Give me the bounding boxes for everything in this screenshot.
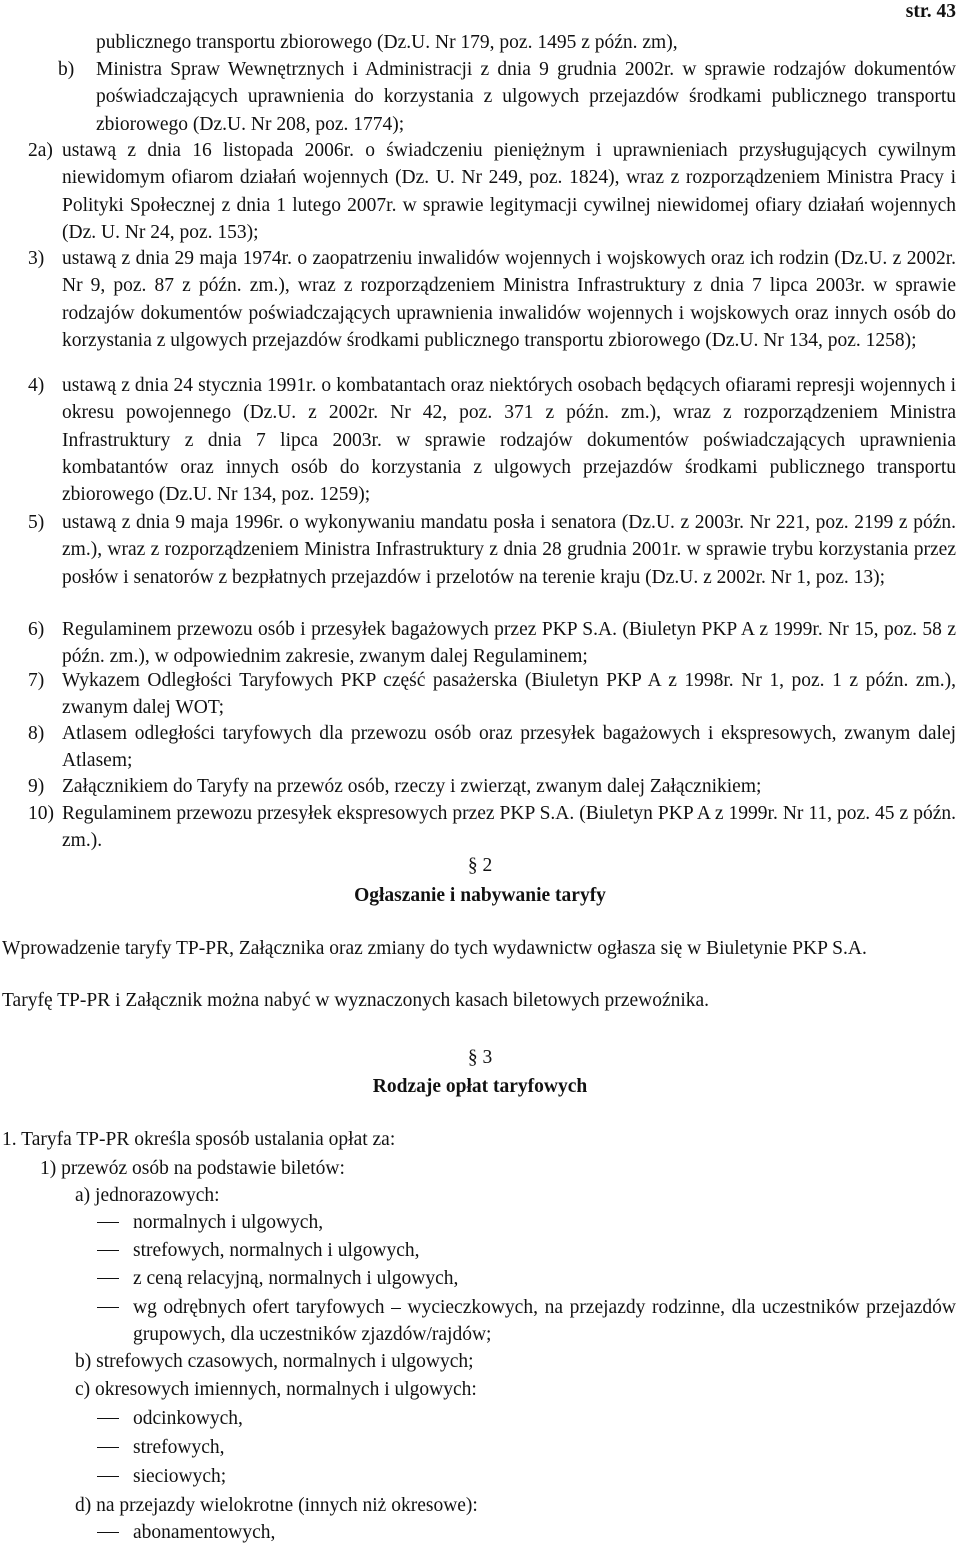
list-item-number: 5): [28, 512, 45, 533]
list-item: [28, 720, 956, 775]
dash-bullet: [97, 1418, 119, 1419]
list-item-number: 8): [28, 723, 45, 744]
section-title: Rodzaje opłat taryfowych: [372, 1076, 588, 1097]
continuation-text: publicznego transportu zbiorowego (Dz.U. Nr 179, poz. 1495 z późn. zm),: [96, 32, 678, 53]
section-title: Ogłaszanie i nabywanie taryfy: [354, 885, 606, 906]
list-item-text: Wykazem Odległości Taryfowych PKP część pasażerska (Biuletyn PKP A z 1998r. Nr 1, poz. 1 z późn. zm.), zwanym dalej WOT;: [62, 670, 956, 719]
list-item-number: 2a): [28, 140, 53, 161]
list-item-number: b): [58, 59, 75, 80]
list-item: abonamentowych,: [133, 1522, 276, 1543]
list-item-number: 9): [28, 776, 45, 797]
dash-bullet: [97, 1222, 119, 1223]
list-item: b) strefowych czasowych, normalnych i ulgowych;: [75, 1351, 474, 1372]
list-item: [28, 245, 956, 354]
list-item: sieciowych;: [133, 1466, 227, 1487]
list-item: [28, 509, 956, 591]
list-item: [133, 1294, 956, 1349]
list-item: [28, 372, 956, 508]
list-item-number: 3): [28, 248, 45, 269]
list-item-text: Ministra Spraw Wewnętrznych i Administracji z dnia 9 grudnia 2002r. w sprawie rodzajów dokumentów poświadczających uprawnienia do korzystania z ulgowych przejazdów środkami publicznego transportu zbiorowego (Dz.U. Nr 208, poz. 1774);: [96, 59, 956, 135]
dash-bullet: [97, 1278, 119, 1279]
dash-bullet: [97, 1476, 119, 1477]
section-symbol: § 2: [467, 855, 493, 876]
list-item-number: 7): [28, 670, 45, 691]
dash-bullet: [97, 1532, 119, 1533]
dash-bullet: [97, 1447, 119, 1448]
list-item-text: Regulaminem przewozu osób i przesyłek bagażowych przez PKP S.A. (Biuletyn PKP A z 1999r. Nr 15, poz. 58 z późn. zm.), w odpowiednim zakresie, zwanym dalej Regulaminem;: [62, 619, 956, 668]
list-item: [28, 137, 956, 246]
list-item: odcinkowych,: [133, 1408, 243, 1429]
list-item: [28, 773, 956, 800]
list-item: [58, 56, 956, 138]
list-item-text: Regulaminem przewozu przesyłek ekspresowych przez PKP S.A. (Biuletyn PKP A z 1999r. Nr 11, poz. 45 z późn. zm.).: [62, 803, 956, 852]
dash-bullet: [97, 1250, 119, 1251]
list-item-text: Atlasem odległości taryfowych dla przewozu osób oraz przesyłek bagażowych i ekspresowych, zwanym dalej Atlasem;: [62, 723, 956, 772]
list-item-text: wg odrębnych ofert taryfowych – wycieczkowych, na przejazdy rodzinne, dla uczestników przejazdów grupowych, dla uczestników zjazdów/rajdów;: [133, 1297, 956, 1346]
list-item: 1) przewóz osób na podstawie biletów:: [40, 1158, 345, 1179]
list-item-number: 10): [28, 803, 54, 824]
list-item-number: 6): [28, 619, 45, 640]
list-item-text: ustawą z dnia 9 maja 1996r. o wykonywaniu mandatu posła i senatora (Dz.U. z 2003r. Nr 221, poz. 2199 z późn. zm.), wraz z rozporządzeniem Ministra Infrastruktury z dnia 28 grudnia 2001r. w sprawie trybu korzystania przez posłów i senatorów z bezpłatnych przejazdów i przelotów na terenie kraju (Dz.U. z 2002r. Nr 1, poz. 13);: [62, 512, 956, 588]
list-item-text: ustawą z dnia 29 maja 1974r. o zaopatrzeniu inwalidów wojennych i wojskowych oraz ich rodzin (Dz.U. z 2002r. Nr 9, poz. 87 z późn. zm.), wraz z rozporządzeniem Ministra Infrastruktury z dnia 7 lipca 2003r. w sprawie rodzajów dokumentów poświadczających uprawnienia inwalidów wojennych i wojskowych oraz innych osób do korzystania z ulgowych przejazdów środkami publicznego transportu zbiorowego (Dz.U. Nr 134, poz. 1258);: [62, 248, 956, 351]
list-item: normalnych i ulgowych,: [133, 1212, 324, 1233]
list-item-text: ustawą z dnia 16 listopada 2006r. o świadczeniu pieniężnym i uprawnieniach przysługujących cywilnym niewidomym ofiarom działań wojennych (Dz. U. Nr 249, poz. 1824), wraz z rozporządzeniem Ministra Pracy i Polityki Społecznej z dnia 1 lutego 2007r. w sprawie legitymacji cywilnej niewidomej ofiary działań wojennych (Dz. U. Nr 24, poz. 153);: [62, 140, 956, 243]
list-item: z ceną relacyjną, normalnych i ulgowych,: [133, 1268, 459, 1289]
list-item: c) okresowych imiennych, normalnych i ulgowych:: [75, 1379, 477, 1400]
list-intro: 1. Taryfa TP-PR określa sposób ustalania opłat za:: [2, 1129, 396, 1150]
list-item-text: Załącznikiem do Taryfy na przewóz osób, rzeczy i zwierząt, zwanym dalej Załącznikiem;: [62, 776, 762, 797]
list-item: strefowych, normalnych i ulgowych,: [133, 1240, 420, 1261]
continuation-line: [96, 29, 796, 56]
dash-bullet: [97, 1307, 119, 1308]
list-item: [28, 616, 956, 671]
paragraph: Taryfę TP-PR i Załącznik można nabyć w wyznaczonych kasach biletowych przewoźnika.: [2, 990, 710, 1011]
list-item: d) na przejazdy wielokrotne (innych niż okresowe):: [75, 1495, 478, 1516]
list-item: strefowych,: [133, 1437, 225, 1458]
list-item-number: 4): [28, 375, 45, 396]
list-item: [28, 667, 956, 722]
list-item: a) jednorazowych:: [75, 1185, 220, 1206]
list-item: [28, 800, 956, 855]
page-number: str. 43: [905, 1, 956, 22]
section-symbol: § 3: [467, 1047, 493, 1068]
paragraph: Wprowadzenie taryfy TP-PR, Załącznika oraz zmiany do tych wydawnictw ogłasza się w Biuletynie PKP S.A.: [2, 938, 867, 959]
list-item-text: ustawą z dnia 24 stycznia 1991r. o kombatantach oraz niektórych osobach będących ofiarami represji wojennych i okresu powojennego (Dz.U. z 2002r. Nr 42, poz. 371 z późn. zm.), wraz z rozporządzeniem Ministra Infrastruktury z dnia 7 lipca 2003r. w sprawie rodzajów dokumentów poświadczających uprawnienia kombatantów oraz innych osób do korzystania z ulgowych przejazdów środkami publicznego transportu zbiorowego (Dz.U. Nr 134, poz. 1259);: [62, 375, 956, 506]
